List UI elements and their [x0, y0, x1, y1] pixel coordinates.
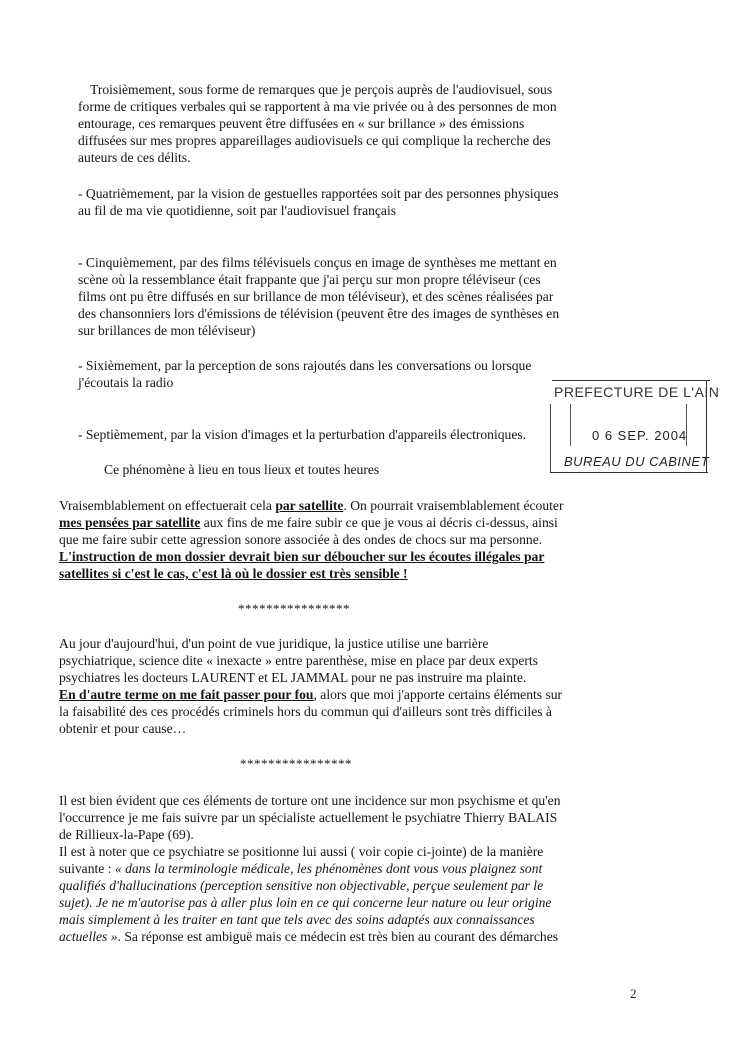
- text-run: , alors que moi j'apporte certains éléments sur: [313, 687, 563, 702]
- paragraph-cinquiemement: [78, 254, 636, 339]
- separator-stars: ****************: [238, 601, 350, 616]
- emphasis-fou: En d'autre terme on me fait passer pour fou: [59, 687, 314, 702]
- paragraph-phenomene: [104, 461, 504, 478]
- paragraph-quatriemement: [78, 185, 636, 219]
- paragraph-troisiemement: [78, 81, 636, 166]
- quotation: mais simplement à les traiter en tant que tels avec des soins adaptés aux connaissances: [59, 912, 535, 927]
- quotation: sujet). Je ne m'autorise pas à aller plus loin en ce qui concerne leur nature ou leur origine: [59, 895, 552, 910]
- paragraph-juridique: [59, 635, 639, 737]
- text-line: psychiatrique, science dite « inexacte » entre parenthèse, mise en place par deux experts: [59, 653, 538, 668]
- stamp-border: [550, 472, 708, 473]
- text-line: entourage, ces remarques peuvent être diffusées en « sur brillance » des émissions: [78, 116, 525, 131]
- text-line: [59, 686, 639, 703]
- paragraph-note: [59, 843, 639, 945]
- text-line: [59, 928, 639, 945]
- text-line: [59, 877, 639, 894]
- stamp-prefecture: PREFECTURE DE L'AIN: [554, 384, 720, 400]
- text-line: l'occurrence je me fais suivre par un spécialiste actuellement le psychiatre Thierry BALAIS: [59, 810, 558, 825]
- stamp-border: [552, 380, 710, 381]
- text-line: de Rillieux-la-Pape (69).: [59, 827, 194, 842]
- text-line: - Septièmement, par la vision d'images et la perturbation d'appareils électroniques.: [78, 427, 527, 442]
- quotation: qualifiés d'hallucinations (perception sensitive non objectivable, perçue seulement par le: [59, 878, 544, 893]
- paragraph-satellite: [59, 497, 639, 582]
- emphasis-instruction: satellites si c'est le cas, c'est là où le dossier est très sensible !: [59, 566, 408, 581]
- text-line: Ce phénomène à lieu en tous lieux et toutes heures: [104, 462, 380, 477]
- text-line: que me faire subir cette agression sonore associée à des ondes de chocs sur ma personne.: [59, 532, 543, 547]
- emphasis-satellite: par satellite: [275, 498, 344, 513]
- text-line: Il est à noter que ce psychiatre se positionne lui aussi ( voir copie ci-jointe) de la manière: [59, 844, 544, 859]
- text-line: films ont pu être diffusés en sur brillance de mon téléviseur), et des scènes réalisées par: [78, 289, 554, 304]
- text-line: obtenir et pour cause…: [59, 721, 187, 736]
- text-line: au fil de ma vie quotidienne, soit par l'audiovisuel français: [78, 203, 397, 218]
- stamp-border: [570, 404, 571, 446]
- text-line: sur brillances de mon téléviseur): [78, 323, 256, 338]
- text-run: Vraisemblablement on effectuerait cela: [59, 498, 276, 513]
- prefecture-stamp: [546, 376, 720, 484]
- text-line: - Quatrièmement, par la vision de gestuelles rapportées soit par des personnes physiques: [78, 186, 559, 201]
- text-line: [59, 894, 639, 911]
- text-line: la faisabilité des ces procédés criminels hors du commun qui d'ailleurs sont très difficiles à: [59, 704, 552, 719]
- paragraph-psychisme: [59, 792, 639, 843]
- stamp-bureau: BUREAU DU CABINET: [564, 454, 710, 469]
- text-line: diffusées sur mes propres appareillages audiovisuels ce qui complique la recherche des: [78, 133, 551, 148]
- quotation: « dans la terminologie médicale, les phénomènes dont vous vous plaignez sont: [114, 861, 543, 876]
- stamp-border: [550, 404, 551, 472]
- text-line: scène où la ressemblance était frappante que j'ai perçu sur mon propre téléviseur (ces: [78, 272, 541, 287]
- text-line: [59, 514, 639, 531]
- text-line: psychiatres les docteurs LAURENT et EL JAMMAL pour ne pas instruire ma plainte.: [59, 670, 527, 685]
- emphasis-pensees: mes pensées par satellite: [59, 515, 201, 530]
- emphasis-instruction: L'instruction de mon dossier devrait bien sur déboucher sur les écoutes illégales par: [59, 549, 545, 564]
- text-line: [59, 860, 639, 877]
- text-run: aux fins de me faire subir ce que je vous ai décris ci-dessus, ainsi: [200, 515, 558, 530]
- separator-stars: ****************: [240, 756, 352, 771]
- text-run: suivante :: [59, 861, 115, 876]
- text-line: [59, 497, 639, 514]
- text-line: auteurs de ces délits.: [78, 150, 191, 165]
- text-line: - Sixièmement, par la perception de sons rajoutés dans les conversations ou lorsque: [78, 358, 532, 373]
- text-line: Au jour d'aujourd'hui, d'un point de vue juridique, la justice utilise une barrière: [59, 636, 489, 651]
- text-line: des chansonniers lors d'émissions de télévision (peuvent être des images de synthèses en: [78, 306, 560, 321]
- text-line: Il est bien évident que ces éléments de torture ont une incidence sur mon psychisme et qu'en: [59, 793, 561, 808]
- text-run: . On pourrait vraisemblablement écouter: [343, 498, 564, 513]
- text-line: j'écoutais la radio: [78, 375, 174, 390]
- quotation: actuelles »: [59, 929, 118, 944]
- text-line: Troisièmement, sous forme de remarques que je perçois auprès de l'audiovisuel, sous: [90, 82, 553, 97]
- text-run: . Sa réponse est ambiguë mais ce médecin est très bien au courant des démarches: [117, 929, 559, 944]
- paragraph-septiemement: [78, 426, 588, 443]
- text-line: - Cinquièmement, par des films télévisuels conçus en image de synthèses me mettant en: [78, 255, 557, 270]
- text-line: [59, 911, 639, 928]
- page-number: 2: [630, 986, 637, 1001]
- text-line: forme de critiques verbales qui se rapportent à ma vie privée ou à des personnes de mon: [78, 99, 557, 114]
- stamp-date: 0 6 SEP. 2004: [592, 428, 688, 443]
